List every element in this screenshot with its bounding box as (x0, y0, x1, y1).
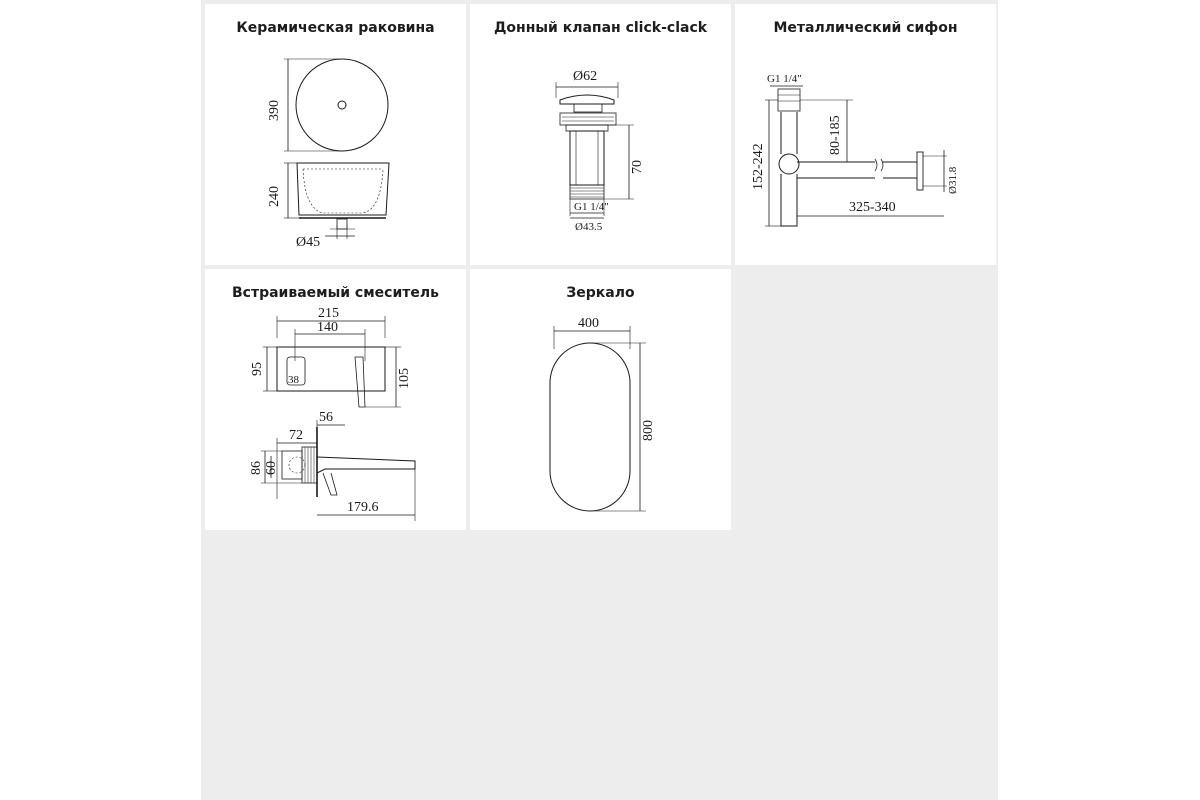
mixer-height-left-label: 95 (250, 362, 265, 376)
panel-title: Керамическая раковина (236, 20, 435, 36)
siphon-pipe-diameter-label: Ø31.8 (947, 166, 959, 194)
siphon-bottle (779, 154, 799, 174)
sink-height-label: 390 (267, 100, 282, 121)
mixer-spout-side (317, 457, 415, 473)
spec-sheet (201, 0, 998, 800)
siphon-riser (781, 112, 797, 154)
sink-side-view (297, 163, 389, 215)
valve-bottom-diameter-label: Ø43.5 (575, 221, 603, 233)
valve-body (570, 131, 604, 185)
panel-siphon (735, 4, 996, 265)
mixer-width-total-label: 215 (318, 306, 339, 321)
mixer-spout-length-label: 179.6 (347, 500, 379, 515)
panel-title: Зеркало (566, 285, 635, 301)
mixer-side-inner-label: 60 (264, 461, 279, 475)
panel-mirror (470, 269, 731, 530)
valve-drawing (470, 4, 731, 265)
siphon-total-height-label: 152-242 (751, 143, 766, 190)
mirror-height-label: 800 (641, 420, 656, 441)
mixer-wall-box (282, 451, 302, 479)
panel-title: Встраиваемый смеситель (231, 285, 439, 301)
mixer-spout (355, 357, 365, 407)
valve-cap (560, 95, 614, 104)
mirror-drawing (470, 269, 731, 530)
mirror-width-label: 400 (578, 316, 599, 331)
panel-valve (470, 4, 731, 265)
sink-drawing (205, 4, 466, 265)
sink-drain-label: Ø45 (296, 235, 321, 250)
valve-height-label: 70 (630, 160, 645, 174)
sink-drain-hole (338, 101, 346, 109)
valve-threads (570, 188, 604, 197)
siphon-drawing (735, 4, 996, 265)
valve-top-diameter-label: Ø62 (573, 69, 598, 84)
panel-mixer (205, 269, 466, 530)
mixer-handle-label: 38 (288, 374, 299, 386)
mixer-side-outer-label: 86 (249, 461, 264, 475)
siphon-length-label: 325-340 (849, 200, 896, 215)
panel-title: Донный клапан click-clack (493, 20, 708, 36)
mixer-drawing (205, 269, 466, 530)
mixer-depth-box-label: 72 (289, 428, 303, 443)
panel-title: Металлический сифон (773, 20, 958, 36)
sink-top-view (296, 59, 388, 151)
siphon-outlet (797, 162, 875, 178)
mixer-height-right-label: 105 (397, 368, 412, 389)
mirror-shape (550, 343, 630, 511)
mixer-depth-body-label: 56 (319, 410, 333, 425)
siphon-inner-height-label: 80-185 (828, 115, 843, 155)
panel-sink (205, 4, 466, 265)
sink-body-height-label: 240 (267, 186, 282, 207)
valve-thread-label: G1 1/4" (574, 201, 609, 213)
mixer-width-inner-label: 140 (317, 320, 338, 335)
siphon-thread-label: G1 1/4" (767, 73, 802, 85)
